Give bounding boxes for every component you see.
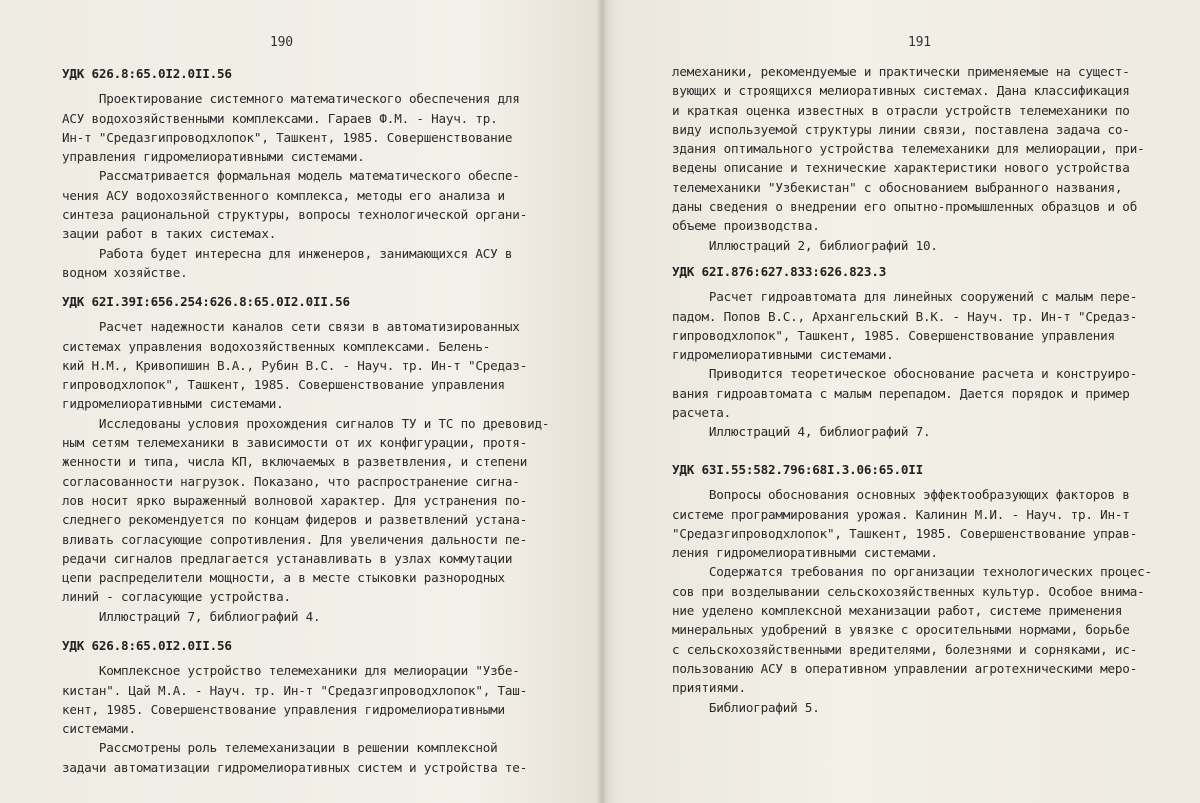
text-line: и краткая оценка известных в отрасли устройств телемеханики по <box>672 102 1130 118</box>
text-line: Иллюстраций 7, библиографий 4. <box>62 608 321 624</box>
text-line: Расчет гидроавтомата для линейных сооружений с малым пере- <box>672 289 1138 305</box>
text-line: минеральных удобрений в увязке с оросительными нормами, борьбе <box>672 622 1130 638</box>
text-line: системе программирования урожая. Калинин М.И. - Науч. тр. Ин-т <box>672 506 1130 522</box>
text-line: падом. Попов В.С., Архангельский В.К. - Науч. тр. Ин-т "Средаз- <box>672 308 1138 324</box>
book-gutter <box>598 0 606 803</box>
abstract-entry <box>672 262 1184 442</box>
text-line: ведены описание и технические характеристики нового устройства <box>672 160 1130 176</box>
continued-text <box>672 62 1184 255</box>
text-line: вливать согласующие сопротивления. Для увеличения дальности пе- <box>62 531 528 547</box>
text-line: гипроводхлопок", Ташкент, 1985. Совершенствование управления <box>62 377 505 393</box>
text-line: линий - согласующие устройства. <box>62 589 291 605</box>
text-line: сов при возделывании сельскохозяйственных культур. Особое внима- <box>672 583 1145 599</box>
text-line: согласованности нагрузок. Показано, что распространение сигна- <box>62 473 520 489</box>
udc-code: УДК 63I.55:582.796:68I.3.06:65.0II <box>672 462 923 477</box>
text-line: Ин-т "Средазгипроводхлопок", Ташкент, 1985. Совершенствование <box>62 129 513 145</box>
text-line: Проектирование системного математического обеспечения для <box>62 91 520 107</box>
text-line: приятиями. <box>672 680 746 696</box>
abstract-entry <box>62 292 582 626</box>
udc-code: УДК 62I.876:627.833:626.823.3 <box>672 264 887 279</box>
text-line: женности и типа, числа КП, включаемых в разветвления, и степени <box>62 454 528 470</box>
text-line: объеме производства. <box>672 218 820 234</box>
text-line: Рассмотрены роль телемеханизации в решении комплексной <box>62 740 498 756</box>
text-line: ние уделено комплексной механизации работ, системе применения <box>672 603 1123 619</box>
text-line: чения АСУ водохозяйственного комплекса, методы его анализа и <box>62 187 505 203</box>
text-line: кистан". Цай М.А. - Науч. тр. Ин-т "Средазгипроводхлопок", Таш- <box>62 682 528 698</box>
page-number: 190 <box>270 35 293 50</box>
text-line: Рассматривается формальная модель математического обеспе- <box>62 168 520 184</box>
text-line: Иллюстраций 4, библиографий 7. <box>672 424 931 440</box>
text-line: пользованию АСУ в оперативном управлении агротехническими меро- <box>672 660 1138 676</box>
text-line: системами. <box>62 721 136 737</box>
udc-code: УДК 62I.39I:656.254:626.8:65.0I2.0II.56 <box>62 294 350 309</box>
text-line: зации работ в таких системах. <box>62 226 277 242</box>
page-number: 191 <box>908 35 931 50</box>
text-line: Вопросы обоснования основных эффектообразующих факторов в <box>672 487 1130 503</box>
text-line: АСУ водохозяйственными комплексами. Гараев Ф.М. - Науч. тр. <box>62 110 498 126</box>
text-line: редачи сигналов предлагается устанавливать в узлах коммутации <box>62 550 513 566</box>
text-line: следнего рекомендуется по концам фидеров и разветвлений устана- <box>62 512 528 528</box>
abstract-entry <box>62 64 582 282</box>
right-page <box>672 0 1184 803</box>
text-line: виду используемой структуры линии связи, поставлена задача со- <box>672 121 1130 137</box>
text-line: гидромелиоративными системами. <box>672 347 894 363</box>
udc-code: УДК 626.8:65.0I2.0II.56 <box>62 638 232 653</box>
text-line: ления гидромелиоративными системами. <box>672 545 938 561</box>
text-line: ным сетям телемеханики в зависимости от их конфигурации, протя- <box>62 435 528 451</box>
left-page <box>62 0 582 803</box>
text-line: расчета. <box>672 405 732 421</box>
text-line: Библиографий 5. <box>672 699 820 715</box>
text-line: Иллюстраций 2, библиографий 10. <box>672 237 938 253</box>
text-line: водном хозяйстве. <box>62 264 188 280</box>
text-line: с сельскохозяйственными вредителями, болезнями и сорняками, ис- <box>672 641 1138 657</box>
abstract-entry <box>62 636 582 777</box>
text-line: гидромелиоративными системами. <box>62 396 284 412</box>
text-line: Исследованы условия прохождения сигналов ТУ и ТС по древовид- <box>62 415 550 431</box>
text-line: вующих и строящихся мелиоративных системах. Дана классификация <box>672 83 1130 99</box>
text-line: "Средазгипроводхлопок", Ташкент, 1985. Совершенствование управ- <box>672 525 1138 541</box>
text-line: даны сведения о внедрении его опытно-промышленных образцов и об <box>672 199 1138 215</box>
text-line: здания оптимального устройства телемеханики для мелиорации, при- <box>672 141 1145 157</box>
text-line: Приводится теоретическое обоснование расчета и конструиро- <box>672 366 1138 382</box>
text-line: системах управления водохозяйственных комплексами. Белень- <box>62 338 491 354</box>
text-line: кий Н.М., Кривопишин В.А., Рубин В.С. - Науч. тр. Ин-т "Средаз- <box>62 357 528 373</box>
text-line: Работа будет интересна для инженеров, занимающихся АСУ в <box>62 245 513 261</box>
text-line: лов носит ярко выраженный волновой характер. Для устранения по- <box>62 492 528 508</box>
text-line: кент, 1985. Совершенствование управления гидромелиоративными <box>62 701 505 717</box>
text-line: гипроводхлопок", Ташкент, 1985. Совершенствование управления <box>672 327 1115 343</box>
text-line: цепи распределители мощности, а в месте стыковки разнородных <box>62 570 505 586</box>
text-line: задачи автоматизации гидромелиоративных систем и устройства те- <box>62 759 528 775</box>
abstract-entry <box>672 460 1184 717</box>
text-line: лемеханики, рекомендуемые и практически применяемые на сущест- <box>672 64 1130 79</box>
text-line: телемеханики "Узбекистан" с обоснованием выбранного названия, <box>672 179 1123 195</box>
text-line: Расчет надежности каналов сети связи в автоматизированных <box>62 319 520 335</box>
text-line: управления гидромелиоративными системами. <box>62 149 365 165</box>
text-line: синтеза рациональной структуры, вопросы технологической органи- <box>62 207 528 223</box>
text-line: Комплексное устройство телемеханики для мелиорации "Узбе- <box>62 663 520 679</box>
udc-code: УДК 626.8:65.0I2.0II.56 <box>62 66 232 81</box>
text-line: вания гидроавтомата с малым перепадом. Дается порядок и пример <box>672 385 1130 401</box>
text-line: Содержатся требования по организации технологических процес- <box>672 564 1152 580</box>
